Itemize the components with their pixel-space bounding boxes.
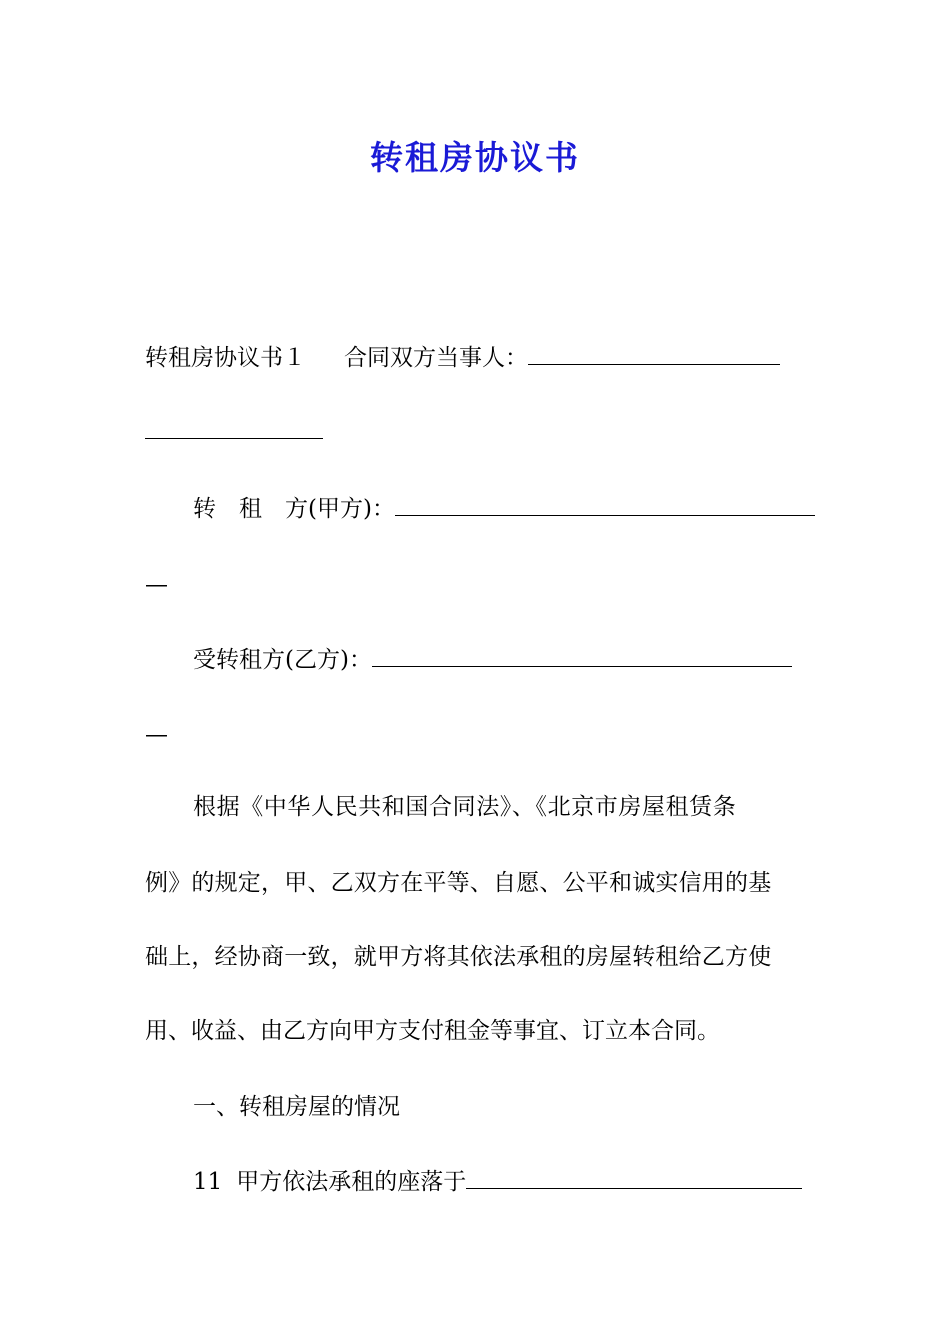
parties-line [145,342,807,373]
agreement-number: 转租房协议书１ [145,345,306,371]
clause-1-1 [193,1166,807,1197]
location-blank [466,1166,802,1189]
paragraph-text-4: 用、收益、由乙方向甲方支付租金等事宜、订立本合同。 [145,1018,720,1044]
sublessor-line [193,493,807,524]
document-title: 转租房协议书 [370,138,580,177]
parties-blank-continued [145,416,323,439]
paragraph-text-1: 根据《中华人民共和国合同法》、《北京市房屋租赁条 [193,794,737,820]
parties-blank [528,342,780,365]
parties-continuation [145,416,807,447]
paragraph-text-3: 础上，经协商一致，就甲方将其依法承租的房屋转租给乙方使 [145,944,772,970]
clause-text: 甲方依法承租的座落于 [236,1169,467,1195]
paragraph-line-3 [145,942,807,972]
sublessor-continuation [145,570,807,600]
clause-number: 11 [193,1169,223,1195]
paragraph-line-4 [145,1016,807,1046]
paragraph-line-1 [193,792,807,822]
paragraph-text-2: 例》的规定，甲、乙双方在平等、自愿、公平和诚实信用的基 [145,870,772,896]
section-1-heading [193,1092,807,1122]
sublessee-dash: — [145,722,168,748]
sublessor-label: 转 租 方(甲方)： [193,496,395,522]
sublessor-blank [395,493,815,516]
sublessee-continuation [145,720,807,750]
sublessee-blank [372,644,792,667]
sublessee-line [193,644,807,675]
parties-label: 合同双方当事人： [344,345,528,371]
sublessor-dash: — [145,572,168,598]
paragraph-line-2 [145,868,807,898]
sublessee-label: 受转租方(乙方)： [193,647,372,673]
section-1-heading-text: 一、转租房屋的情况 [193,1094,400,1120]
